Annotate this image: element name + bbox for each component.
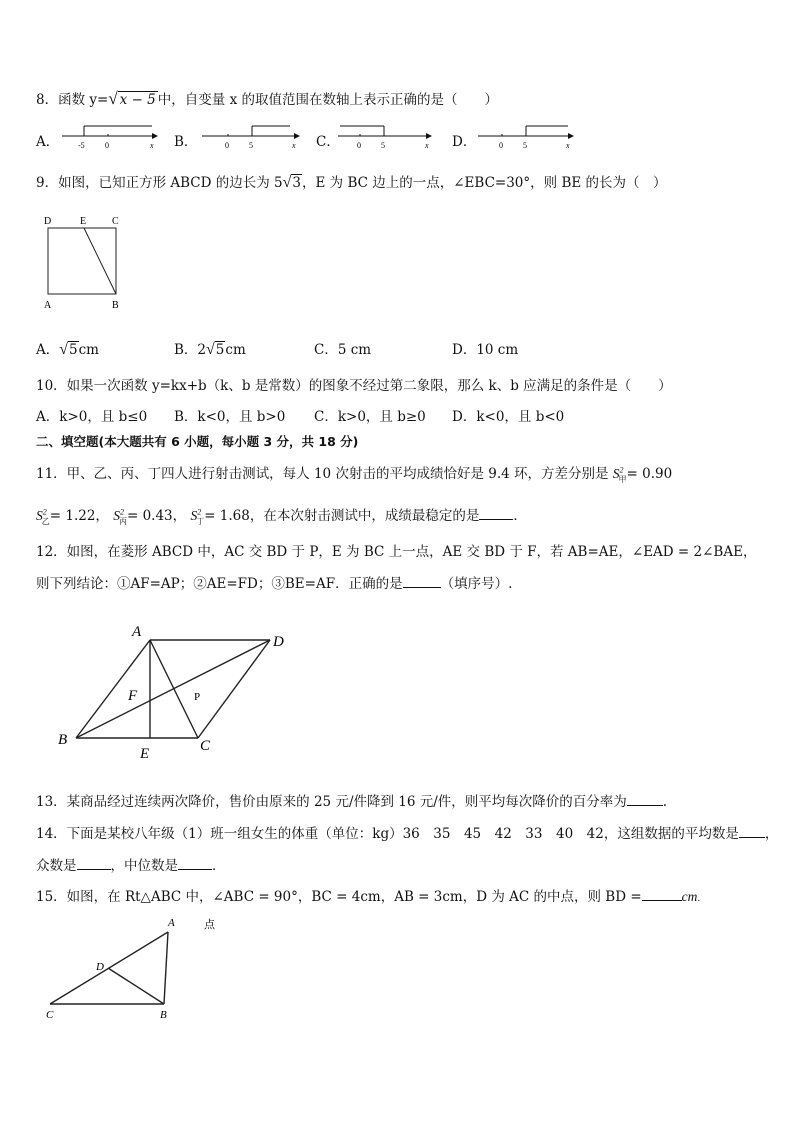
q8d-tick-0: 0: [499, 141, 503, 150]
q11-answer-blank[interactable]: [479, 518, 513, 520]
q8-option-b-label: B．: [174, 134, 198, 150]
q8-option-d-label: D．: [452, 134, 477, 150]
q9-stem: [36, 171, 667, 192]
q9-option-b: [174, 338, 246, 359]
q12-line1: 12．如图，在菱形 ABCD 中，AC 交 BD 于 P，E 为 BC 上一点，AE 交 BD 于 F，若 AB=AE，∠EAD = 2∠BAE，: [36, 544, 757, 560]
sqrt-sign: √: [206, 341, 215, 358]
q8d-tick-5: 5: [523, 141, 527, 150]
q9-stem-pre: 9．如图，已知正方形 ABCD 的边长为 5: [36, 175, 283, 191]
q11-s-yi-value: = 1.22: [49, 508, 96, 524]
q11-line1-text: 11．甲、乙、丙、丁四人进行射击测试，每人 10 次射击的平均成绩恰好是 9.4 环，方差分别是: [36, 466, 609, 482]
q8a-tick-0: 0: [105, 141, 109, 150]
q9-option-d: [452, 338, 518, 358]
q8b-x: x: [292, 141, 296, 150]
q14-line1-text: 14．下面是某校八年级（1）班一组女生的体重（单位：kg）36 35 45 42 33 40 42，这组数据的平均数是: [36, 826, 739, 842]
sqrt-sign: √: [282, 174, 292, 191]
q15-line: [36, 885, 700, 905]
q15-unit: cm: [681, 889, 698, 904]
q9-option-b-root: 5: [215, 342, 225, 358]
q12-line2-text: 则下列结论：①AF=AP；②AE=FD；③BE=AF．正确的是: [36, 576, 403, 592]
q11-s-jia: $S^2_甲$: [612, 465, 627, 484]
q15-label-c: C: [46, 1009, 54, 1021]
q14-line1-end: ，: [764, 826, 779, 842]
q14-line1: [36, 822, 778, 842]
q14-mode-blank[interactable]: [77, 868, 111, 870]
q14-median-label: ，中位数是: [110, 858, 178, 874]
q13-end: .: [662, 794, 668, 810]
q9-label-d: D: [44, 216, 52, 227]
q10-option-a: A．k>0，且 b≤0: [36, 409, 148, 425]
q8c-tick-5: 5: [381, 141, 385, 150]
q8-stem: [36, 88, 498, 109]
q14-line2-end: ．: [212, 858, 226, 874]
sqrt-sign: √: [108, 89, 118, 108]
q9-option-c-text: 5 cm: [337, 342, 372, 358]
q11-line1: [36, 462, 672, 485]
q8a-x: x: [150, 141, 154, 150]
q9-option-b-pre: 2: [197, 342, 207, 358]
q15-label-b: B: [160, 1009, 167, 1021]
q9-option-a-root: 5: [69, 342, 78, 358]
q15-answer-blank[interactable]: [642, 899, 682, 901]
q10-option-b: B．k<0，且 b>0: [174, 409, 286, 425]
q9-label-c: C: [112, 216, 119, 227]
q13-answer-blank[interactable]: [627, 804, 663, 806]
q8b-tick-0: 0: [225, 141, 229, 150]
q9-option-a-letter: A．: [36, 342, 60, 358]
q15-label-d: D: [96, 961, 104, 973]
q11-s-ding-value: = 1.68: [204, 508, 250, 524]
q9-label-e: E: [80, 216, 87, 227]
q8b-tick-5: 5: [249, 141, 253, 150]
q10-option-d: D．k<0，且 b<0: [452, 409, 565, 425]
sqrt-sign: √: [59, 341, 69, 358]
q12-rhombus-figure: [52, 618, 292, 768]
q15-stray-char: 点: [204, 919, 215, 931]
q9-label-b: B: [112, 300, 119, 311]
q14-line2: [36, 854, 226, 874]
q8d-x: x: [566, 141, 570, 150]
section-2-title: 二、填空题(本大题共有 6 小题，每小题 3 分，共 18 分): [36, 434, 359, 449]
q8-option-d-numberline: [476, 124, 576, 150]
q8-stem-post: 中，自变量 x 的取值范围在数轴上表示正确的是（ ）: [157, 92, 498, 108]
q11-sep: ，: [172, 508, 187, 524]
q8-option-b-numberline: [200, 124, 304, 150]
q12-label-c: C: [200, 738, 211, 754]
q11-line2: [36, 504, 527, 527]
q12-line2: [36, 572, 512, 592]
q14-mode-label: 众数是: [36, 858, 77, 874]
q14-median-blank[interactable]: [178, 868, 212, 870]
q8-option-a-numberline: [60, 124, 160, 150]
q11-s-bing: $S^2_丙$: [113, 507, 127, 526]
q12-label-f: F: [128, 688, 138, 704]
q10-option-c: C．k>0，且 b≥0: [314, 409, 426, 425]
q12-answer-blank[interactable]: [403, 586, 441, 588]
q9-option-b-unit: cm: [225, 342, 246, 358]
q8-option-c-label: C．: [316, 134, 340, 150]
q9-option-d-letter: D．: [452, 342, 477, 358]
q15-end: .: [697, 894, 701, 904]
q11-sep: ，: [95, 508, 109, 524]
q9-root-num: 3: [292, 175, 302, 191]
q8-radicand: x − 5: [119, 92, 156, 108]
q9-square-figure: [40, 212, 130, 312]
q8-option-c-numberline: [336, 124, 436, 150]
q11-s-yi: $S^2_乙$: [36, 507, 50, 526]
q13-text: 13．某商品经过连续两次降价，售价由原来的 25 元/件降到 16 元/件，则平均每次降价的百分率为: [36, 794, 627, 810]
q9-option-a-unit: cm: [78, 342, 99, 358]
q12-label-d: D: [273, 634, 284, 650]
q10-stem: 10．如果一次函数 y=kx+b（k、b 是常数）的图象不经过第二象限，那么 k、b 应满足的条件是（ ）: [36, 378, 672, 394]
q15-text: 15．如图，在 Rt△ABC 中，∠ABC = 90°，BC = 4cm，AB = 3cm，D 为 AC 的中点，则 BD =: [36, 889, 642, 905]
q12-label-p: P: [194, 691, 201, 703]
q9-stem-post: ，E 为 BC 边上的一点，∠EBC=30°，则 BE 的长为（ ）: [302, 175, 667, 191]
q8c-x: x: [425, 141, 429, 150]
q9-option-b-letter: B．: [174, 342, 198, 358]
q11-s-ding: $S^2_丁$: [190, 507, 205, 526]
q9-option-a: [36, 338, 99, 359]
q11-end: ．: [513, 508, 527, 524]
q8a-tick-neg5: -5: [78, 141, 85, 150]
q12-line2-tail: （填序号）.: [440, 576, 513, 592]
q9-option-c-letter: C．: [314, 342, 338, 358]
q11-s-bing-value: = 0.43: [126, 508, 173, 524]
q12-label-a: A: [132, 624, 142, 640]
q8c-tick-0: 0: [357, 141, 361, 150]
q14-mean-blank[interactable]: [739, 836, 765, 838]
q9-option-d-text: 10 cm: [476, 342, 519, 358]
q8-stem-pre: 8．函数 y=: [36, 92, 109, 108]
q9-label-a: A: [44, 300, 52, 311]
q15-label-a: A: [168, 917, 175, 929]
q9-option-c: [314, 338, 371, 358]
q11-s-jia-value: = 0.90: [626, 466, 673, 482]
q15-triangle-figure: [40, 912, 230, 1030]
q12-label-b: B: [58, 732, 68, 748]
q11-line2-text: ，在本次射击测试中，成绩最稳定的是: [249, 508, 480, 524]
q12-label-e: E: [140, 746, 150, 762]
q8-option-a-label: A．: [36, 134, 60, 150]
q13-line: [36, 790, 667, 810]
